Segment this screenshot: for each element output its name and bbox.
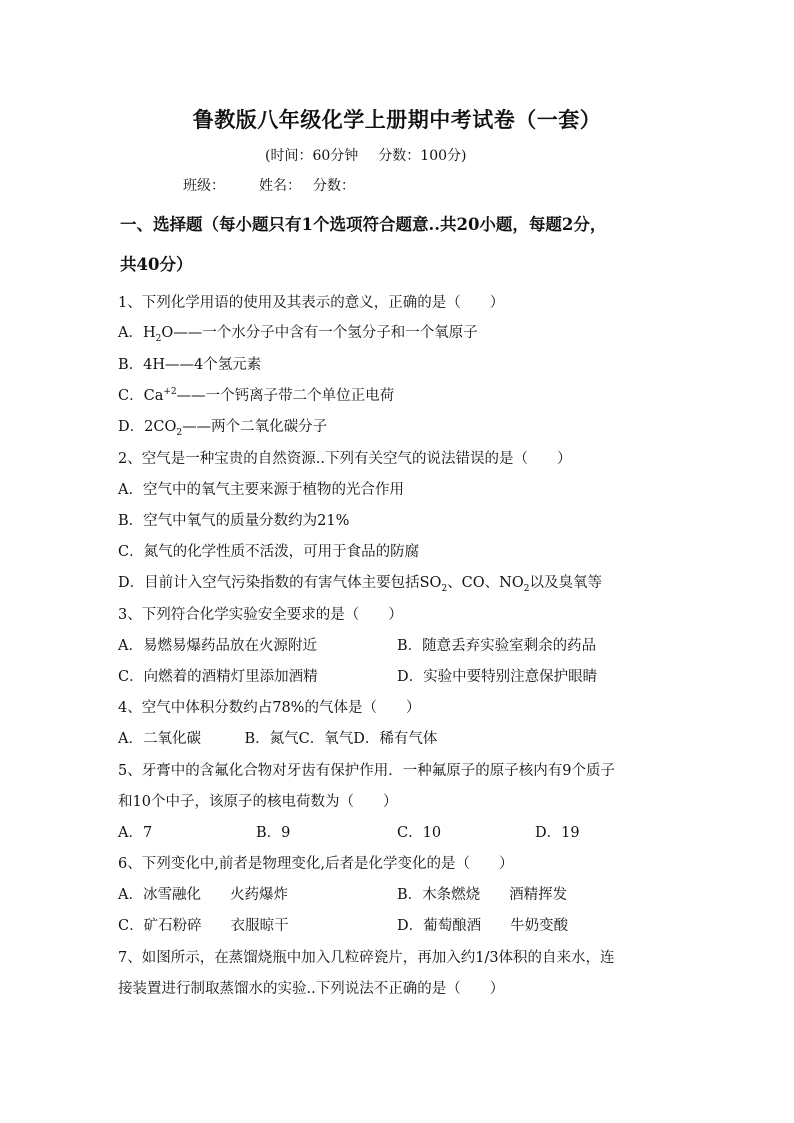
student-info (183, 175, 355, 195)
question-3-option-d: D．实验中要特别注意保护眼睛 (397, 669, 598, 685)
question-7-stem-line1: 7、如图所示，在蒸馏烧瓶中加入几粒碎瓷片，再加入约1/3体积的自来水，连 (118, 950, 615, 966)
question-3-option-a: A．易燃易爆药品放在火源附近 (118, 638, 317, 654)
question-2-stem: 2、空气是一种宝贵的自然资源..下列有关空气的说法错误的是（ ） (118, 451, 572, 467)
question-6-option-b: B．木条燃烧 酒精挥发 (397, 887, 568, 903)
name-label: 姓名： (259, 178, 301, 194)
question-3-option-b: B．随意丢弃实验室剩余的药品 (397, 638, 597, 654)
question-2-option-a: A．空气中的氧气主要来源于植物的光合作用 (118, 482, 404, 498)
question-5-option-d: D．19 (535, 825, 580, 841)
question-3-option-c: C．向燃着的酒精灯里添加酒精 (118, 669, 318, 685)
question-6-option-a: A．冰雪融化 火药爆炸 (118, 887, 288, 903)
question-6-option-d: D．葡萄酿酒 牛奶变酸 (397, 918, 569, 934)
question-1-option-b: B．4H——4个氢元素 (118, 357, 262, 373)
question-7-stem-line2: 接装置进行制取蒸馏水的实验..下列说法不正确的是（ ） (118, 981, 505, 997)
section-heading-line1: 一、选择题（每小题只有1个选项符合题意..共20小题，每题2分， (120, 215, 607, 234)
question-5-option-c: C．10 (397, 825, 442, 841)
question-5-option-a: A．7 (118, 825, 153, 841)
question-3-stem: 3、下列符合化学实验安全要求的是（ ） (118, 607, 403, 623)
question-5-option-b: B．9 (256, 825, 291, 841)
question-1-stem: 1、下列化学用语的使用及其表示的意义，正确的是（ ） (118, 295, 505, 311)
class-label: 班级： (183, 178, 225, 194)
question-2-option-d: D．目前计入空气污染指数的有害气体主要包括$SO_2$、CO、$NO_2$以及臭氧等 (118, 575, 602, 594)
question-6-stem: 6、下列变化中,前者是物理变化,后者是化学变化的是（ ） (118, 856, 514, 872)
question-2-option-b: B．空气中氧气的质量分数约为21% (118, 513, 350, 529)
question-4-options: A．二氧化碳 B．氮气C．氧气D．稀有气体 (118, 731, 438, 747)
question-5-stem-line2: 和10个中子，该原子的核电荷数为（ ） (118, 794, 398, 810)
question-4-stem: 4、空气中体积分数约占78%的气体是（ ） (118, 700, 421, 716)
question-6-option-c: C．矿石粉碎 衣服晾干 (118, 918, 289, 934)
question-2-option-c: C．氮气的化学性质不活泼，可用于食品的防腐 (118, 544, 420, 560)
question-1-option-a: A．$H_2O——$一个水分子中含有一个氢分子和一个氧原子 (118, 325, 478, 344)
question-1-option-c: C．$Ca^{+2}——$一个钙离子带二个单位正电荷 (118, 387, 395, 404)
question-1-option-d: D．$2CO_2——$两个二氧化碳分子 (118, 419, 328, 438)
score-label: 分数： (313, 178, 355, 194)
exam-title: 鲁教版八年级化学上册期中考试卷（一套） (192, 107, 602, 132)
question-5-stem-line1: 5、牙膏中的含氟化合物对牙齿有保护作用．一种氟原子的原子核内有9个质子 (118, 763, 615, 779)
total-score: 分数：100分) (378, 148, 467, 164)
exam-meta (265, 145, 466, 165)
time-limit: (时间：60分钟 (265, 148, 359, 164)
section-heading-line2: 共40分） (120, 255, 193, 274)
